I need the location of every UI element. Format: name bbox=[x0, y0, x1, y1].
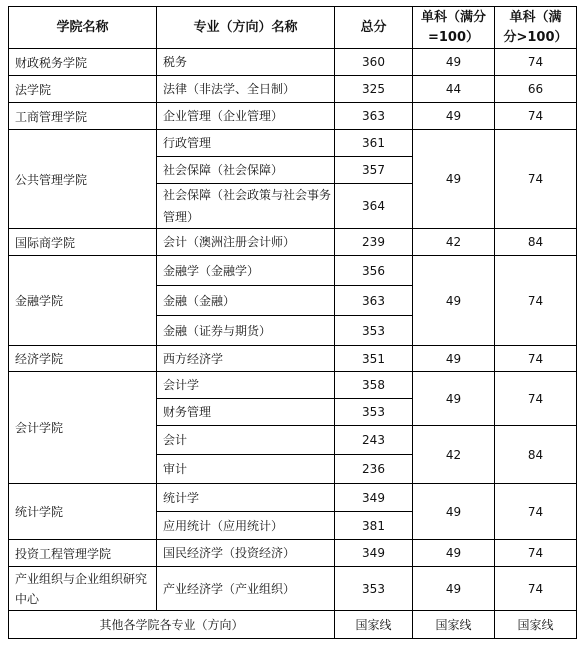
major-name-line2: 管理） bbox=[163, 210, 200, 224]
total-score: 349 bbox=[335, 484, 413, 512]
school-name-line2: 中心 bbox=[15, 591, 40, 606]
header-major-name: 专业（方向）名称 bbox=[157, 7, 335, 49]
school-name: 统计学院 bbox=[9, 484, 157, 540]
footer-row bbox=[9, 611, 577, 639]
single-gt100-score: 74 bbox=[495, 567, 577, 611]
school-name: 投资工程管理学院 bbox=[9, 540, 157, 567]
total-score: 363 bbox=[335, 286, 413, 316]
table-row bbox=[9, 49, 577, 76]
school-name: 财政税务学院 bbox=[9, 49, 157, 76]
single-gt100-score: 74 bbox=[495, 484, 577, 540]
major-name bbox=[157, 184, 335, 229]
table-row bbox=[9, 229, 577, 256]
header-single-100 bbox=[413, 7, 495, 49]
single-gt100-score: 84 bbox=[495, 426, 577, 484]
single-100-score: 49 bbox=[413, 372, 495, 426]
header-total-score: 总分 bbox=[335, 7, 413, 49]
single-100-score: 42 bbox=[413, 426, 495, 484]
footer-total-score: 国家线 bbox=[335, 611, 413, 639]
single-100-score: 49 bbox=[413, 346, 495, 372]
single-100-score: 49 bbox=[413, 540, 495, 567]
table-row bbox=[9, 484, 577, 512]
major-name: 会计（澳洲注册会计师） bbox=[157, 229, 335, 256]
total-score: 356 bbox=[335, 256, 413, 286]
total-score: 353 bbox=[335, 316, 413, 346]
school-name: 法学院 bbox=[9, 76, 157, 103]
header-single-gt100-line2: 分>100） bbox=[503, 29, 568, 45]
total-score: 358 bbox=[335, 372, 413, 399]
major-name: 税务 bbox=[157, 49, 335, 76]
total-score: 349 bbox=[335, 540, 413, 567]
table-row bbox=[9, 346, 577, 372]
table-row bbox=[9, 256, 577, 286]
header-single-100-line2: =100） bbox=[427, 29, 480, 45]
major-name: 西方经济学 bbox=[157, 346, 335, 372]
total-score: 239 bbox=[335, 229, 413, 256]
single-100-score: 49 bbox=[413, 103, 495, 130]
header-single-100-line1: 单科（满分 bbox=[420, 9, 486, 25]
single-gt100-score: 74 bbox=[495, 130, 577, 229]
total-score: 363 bbox=[335, 103, 413, 130]
major-name: 会计学 bbox=[157, 372, 335, 399]
school-name: 金融学院 bbox=[9, 256, 157, 346]
table-row bbox=[9, 567, 577, 611]
major-name: 产业经济学（产业组织） bbox=[157, 567, 335, 611]
single-gt100-score: 66 bbox=[495, 76, 577, 103]
total-score: 360 bbox=[335, 49, 413, 76]
single-100-score: 49 bbox=[413, 49, 495, 76]
major-name: 金融学（金融学） bbox=[157, 256, 335, 286]
single-gt100-score: 74 bbox=[495, 256, 577, 346]
school-name bbox=[9, 567, 157, 611]
school-name: 国际商学院 bbox=[9, 229, 157, 256]
school-name-line1: 产业组织与企业组织研究 bbox=[15, 571, 148, 586]
major-name: 金融（金融） bbox=[157, 286, 335, 316]
total-score: 325 bbox=[335, 76, 413, 103]
footer-single-100-score: 国家线 bbox=[413, 611, 495, 639]
table-row bbox=[9, 76, 577, 103]
major-name: 统计学 bbox=[157, 484, 335, 512]
total-score: 357 bbox=[335, 157, 413, 184]
major-name: 企业管理（企业管理） bbox=[157, 103, 335, 130]
table-row bbox=[9, 130, 577, 157]
total-score: 236 bbox=[335, 455, 413, 484]
footer-single-gt100-score: 国家线 bbox=[495, 611, 577, 639]
single-100-score: 44 bbox=[413, 76, 495, 103]
single-gt100-score: 84 bbox=[495, 229, 577, 256]
single-gt100-score: 74 bbox=[495, 346, 577, 372]
table-row bbox=[9, 540, 577, 567]
single-100-score: 42 bbox=[413, 229, 495, 256]
major-name: 应用统计（应用统计） bbox=[157, 512, 335, 540]
major-name-line1: 社会保障（社会政策与社会事务 bbox=[163, 188, 332, 202]
total-score: 353 bbox=[335, 399, 413, 426]
single-gt100-score: 74 bbox=[495, 49, 577, 76]
score-table-container bbox=[8, 6, 577, 639]
score-table bbox=[8, 6, 577, 639]
single-100-score: 49 bbox=[413, 484, 495, 540]
single-gt100-score: 74 bbox=[495, 540, 577, 567]
major-name: 金融（证券与期货） bbox=[157, 316, 335, 346]
total-score: 364 bbox=[335, 184, 413, 229]
total-score: 243 bbox=[335, 426, 413, 455]
school-name: 工商管理学院 bbox=[9, 103, 157, 130]
total-score: 381 bbox=[335, 512, 413, 540]
single-gt100-score: 74 bbox=[495, 103, 577, 130]
school-name: 会计学院 bbox=[9, 372, 157, 484]
major-name: 会计 bbox=[157, 426, 335, 455]
header-school-name: 学院名称 bbox=[9, 7, 157, 49]
major-name: 财务管理 bbox=[157, 399, 335, 426]
school-name: 经济学院 bbox=[9, 346, 157, 372]
major-name: 国民经济学（投资经济） bbox=[157, 540, 335, 567]
single-100-score: 49 bbox=[413, 256, 495, 346]
single-100-score: 49 bbox=[413, 567, 495, 611]
header-single-gt100-line1: 单科（满 bbox=[509, 9, 562, 25]
school-name: 公共管理学院 bbox=[9, 130, 157, 229]
total-score: 351 bbox=[335, 346, 413, 372]
table-row bbox=[9, 372, 577, 399]
table-header-row bbox=[9, 7, 577, 49]
single-gt100-score: 74 bbox=[495, 372, 577, 426]
footer-label: 其他各学院各专业（方向） bbox=[9, 611, 335, 639]
total-score: 361 bbox=[335, 130, 413, 157]
total-score: 353 bbox=[335, 567, 413, 611]
major-name: 行政管理 bbox=[157, 130, 335, 157]
major-name: 法律（非法学、全日制） bbox=[157, 76, 335, 103]
single-100-score: 49 bbox=[413, 130, 495, 229]
table-row bbox=[9, 103, 577, 130]
major-name: 社会保障（社会保障） bbox=[157, 157, 335, 184]
major-name: 审计 bbox=[157, 455, 335, 484]
header-single-gt100 bbox=[495, 7, 577, 49]
